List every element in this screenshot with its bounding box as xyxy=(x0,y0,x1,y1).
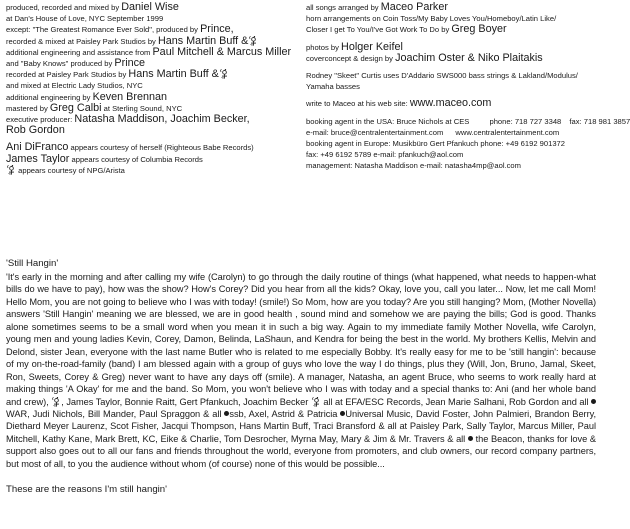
website-link[interactable]: www.maceo.com xyxy=(409,97,492,110)
credit-executive-producer: executive producer: Natasha Maddison, Joachim Becker, xyxy=(6,113,250,126)
credit-recorded-paisley: recorded & mixed at Paisley Park Studios by Hans Martin Buff & xyxy=(6,36,294,47)
usa-email-link[interactable]: e-mail: bruce@centralentertainment.com xyxy=(306,127,444,137)
booking-usa: booking agent in the USA: Bruce Nichols at CES phone: 718 727 3348 fax: 718 981 3857 xyxy=(306,116,630,126)
credit-mastered: mastered by Greg Calbi at Sterling Sound, NYC xyxy=(6,101,183,114)
love-symbol-icon xyxy=(312,397,321,407)
credit-cover-design: coverconcept & design by Joachim Oster & Niko Plaitakis xyxy=(306,51,543,64)
credit-recorded-paisley-2: recorded at Paisley Park Studios by Hans Martin Buff & xyxy=(6,69,294,80)
bullet-dot-icon xyxy=(468,436,473,441)
credit-executive-producer-2: Rob Gordon xyxy=(6,124,65,137)
credit-additional-engineering: additional engineering and assistance from Paul Mitchell & Marcus Miller xyxy=(6,45,292,58)
love-symbol-icon xyxy=(249,36,258,46)
management: management: Natasha Maddison e-mail: natasha4mp@aol.com xyxy=(306,161,521,171)
booking-europe-fax: fax: +49 6192 5789 e-mail: pfankuch@aol.com xyxy=(306,150,464,160)
love-symbol-icon xyxy=(52,397,61,407)
credit-james-taylor: James Taylor appears courtesy of Columbia Records xyxy=(6,152,203,165)
credit-website: write to Maceo at his web site: www.maceo.com xyxy=(306,97,492,110)
credit-baby-knows: and "Baby Knows" produced by Prince xyxy=(6,57,146,70)
credit-npg: appears courtesy of NPG/Arista xyxy=(6,165,294,176)
credit-ani-difranco: Ani DiFranco appears courtesy of herself (Righteous Babe Records) xyxy=(6,141,254,154)
liner-notes xyxy=(6,257,596,496)
love-symbol-icon xyxy=(220,69,229,79)
credit-electric-lady: and mixed at Electric Lady Studios, NYC xyxy=(6,81,143,91)
liner-notes-closing: These are the reasons I'm still hangin' xyxy=(6,484,167,496)
liner-notes-body: 'It's early in the morning and after calling my wife (Carolyn) to go through the daily routine of things (what happened, what needs to happen-what bills do we have to pay), how was the show? How's Corey? Did you hear from all the kids? Okay, love you, call you later... Now, let me call Mom! Hello Mom, you are not going to believe who I was with today! (smile!) So Mom, how are you today? Are you still hanging? Mom, (Mother Novella) answers 'Still Hangin' meaning we are blessed, we are in good health , sound mind and somehow we are paying the bills; God is good. Thanks alone sometimes seems to be a small word when you mean it in such a big way. Again to my immediate family Mother Novella, wife Carolyn, young men and young ladies Kevin, Corey, Damon, Belinda, LaShaun, and Kendra for being the best in the world. My brothers Kellis, Melvin and Delond, sister Jean, everyone with the last name Butler who is related to me especially Bobby. It's really easy for me to be 'still hangin': because of my on-the-road-family (band) I am blessed again with a group of guys who love the way I do things, plus they (Will, Jon, Bruno, Jamal, Skeet, Ron, Sweets, Corey & Greg) never want to have any days off (smile). A manager, Natasha, an agent Bruce, who seems to work really hard at making things 'A Okay' for me and the band. So Mom, you won't believe who I was with today and a special thanks to: Ani (and her whole band and crew), , James Taylor, Bonnie Raitt, Gert Pfankuch, Joachim Becker all at EFA/ESC Records, Jean Marie Salhani, Rob Gordon and all WAR, Judi Nichols, Bill Mander, Paul Spraggon & all ssb, Axel, Astrid & Patricia Universal Music, David Foster, John Palmieri, Brandon Berry, Diethard Meyer Laurenz, Scot Fisher, Jacqui Thompson, Hans Martin Buff, Traci Bransford & all at Paisley Park, Sally Taylor, Marcus Miller, Paul Mitchell, Kathy Kane, Mark Brett, KC, Eike & Charlie, Tom Desrocher, Myrna May, Mary & Jim & Mr. Travers & all the Beacon, thanks for love & support also goes out to all our fans and friends throughout the world, everyone from promoters, and club owners, our record company partners, but most of all, to you the audience without whom (of course) none of this would be possible... xyxy=(6,272,597,469)
credits-right-column xyxy=(306,1,630,172)
credit-produced: produced, recorded and mixed by Daniel Wise xyxy=(6,1,179,13)
credit-horn-arrangements: horn arrangements on Coin Toss/My Baby Loves You/Homeboy/Latin Like/ xyxy=(306,14,557,24)
credit-arranged: all songs arranged by Maceo Parker xyxy=(306,1,448,13)
credit-venue: at Dan's House of Love, NYC September 1999 xyxy=(6,14,164,24)
credit-additional-engineering-2: additional engineering by Keven Brennan xyxy=(6,90,167,103)
liner-notes-title: 'Still Hangin' xyxy=(6,258,59,269)
credits-left-column xyxy=(6,2,294,176)
producer-name: Daniel Wise xyxy=(121,1,179,13)
booking-usa-email xyxy=(306,127,598,138)
usa-site-link[interactable]: www.centralentertainment.com xyxy=(455,127,560,137)
credit-rodney-strings: Rodney "Skeet" Curtis uses D'Addario SWS000 bass strings & Lakland/Modulus/ xyxy=(306,71,578,81)
booking-europe: booking agent in Europe: Musikbüro Gert Pfankuch phone: +49 6192 901372 xyxy=(306,139,566,149)
credit-photos: photos by Holger Keifel xyxy=(306,40,403,53)
credit-except: except: "The Greatest Romance Ever Sold", produced by Prince, xyxy=(6,23,234,36)
love-symbol-icon xyxy=(7,165,16,175)
bullet-dot-icon xyxy=(591,399,596,404)
credit-horn-arrangements-2: Closer I get To You/I've Got Work To Do by Greg Boyer xyxy=(306,23,507,36)
credit-rodney-basses: Yamaha basses xyxy=(306,82,360,92)
